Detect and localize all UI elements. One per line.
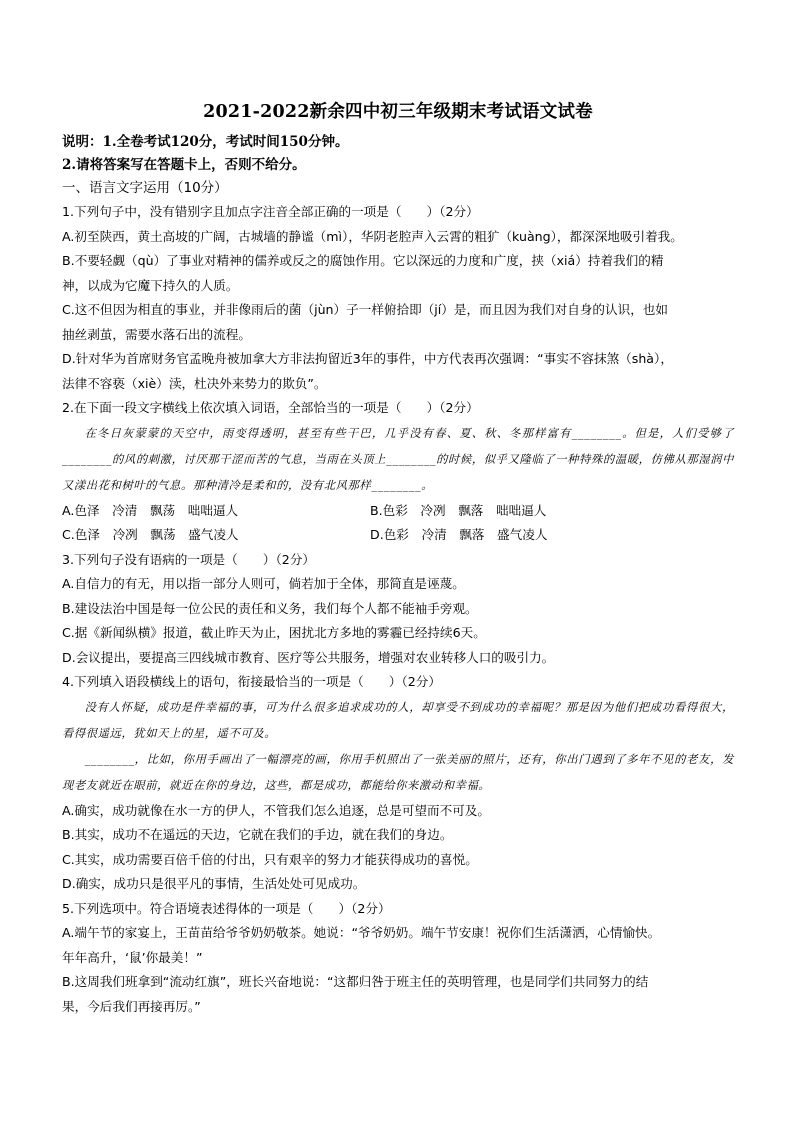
question-3-option-a: A.自信力的有无，用以指一部分人则可，倘若加于全体，那简直是诬蔑。 xyxy=(62,576,465,591)
question-2-options-row-1 xyxy=(62,499,734,524)
question-4-option-b: B.其实，成功不在遥远的天边，它就在我们的手边，就在我们的身边。 xyxy=(62,827,453,842)
question-1-option-d-line-2: 法律不容亵（xiè）渎，杜决外来势力的欺负”。 xyxy=(62,375,327,391)
question-4-stem: 4.下列填入语段横线上的语句，衔接最恰当的一项是（ ）（2分） xyxy=(62,674,441,689)
instruction-note-2: 2.请将答案写在答题卡上，否则不给分。 xyxy=(62,157,306,173)
question-2-passage: 在冬日灰蒙蒙的天空中，雨变得透明，甚至有些干巴，几乎没有春、夏、秋、冬那样富有________。但是，人们受够了________的风的刺激，讨厌那干涩而苦的气息，当雨在头顶上________的时候，似乎又隆临了一种特殊的温暖，仿佛从那湿润中又漾出花和树叶的气息。那种清冷是柔和的，没有北风那样________。 xyxy=(62,426,734,492)
question-5-option-b-line-2: 果，今后我们再接再厉。” xyxy=(62,998,201,1014)
question-5-stem: 5.下列选项中。符合语境表述得体的一项是（ ）（2分） xyxy=(62,900,391,916)
question-4-option-a: A.确实，成功就像在水一方的伊人，不管我们怎么追逐，总是可望而不可及。 xyxy=(62,802,490,818)
question-4-option-c: C.其实，成功需要百倍千倍的付出，只有艰辛的努力才能获得成功的喜悦。 xyxy=(62,851,478,867)
section-heading: 一、语言文字运用（10分） xyxy=(62,180,228,196)
question-5-option-a-line-2: 年年高升，‘鼠’你最美！” xyxy=(62,949,203,965)
question-4-passage-2: ________，比如，你用手画出了一幅漂亮的画，你用手机照出了一张美丽的照片，还有，你出门遇到了多年不见的老友，发现老友就近在眼前，就近在你的身边，这些，都是成功，都能给你来激动和幸福。 xyxy=(62,752,734,792)
page-title: 2021-2022新余四中初三年级期末考试语文试卷 xyxy=(203,102,593,122)
question-5-option-a-line-1: A.端午节的家宴上，王苗苗给爷爷奶奶敬茶。她说：“爷爷奶奶。端午节安康！祝你们生活潇洒，心情愉快。 xyxy=(62,925,661,940)
question-4-option-d: D.确实，成功只是很平凡的事情，生活处处可见成功。 xyxy=(62,876,366,891)
question-2-option-b: B.色彩 冷冽 飘落 咄咄逼人 xyxy=(370,502,547,518)
question-2-option-c: C.色泽 冷冽 飘荡 盛气凌人 xyxy=(62,527,239,542)
question-1-option-a: A.初至陕西，黄土高坡的广阔，古城墙的静谧（mì），华阴老腔声入云霄的粗犷（kuàng），都深深地吸引着我。 xyxy=(62,228,683,244)
question-2-stem: 2.在下面一段文字横线上依次填入词语，全部恰当的一项是（ ）（2分） xyxy=(62,400,479,415)
question-1-option-c-line-2: 抽丝剥茧，需要水落石出的流程。 xyxy=(62,326,251,342)
question-2-option-a: A.色泽 冷清 飘荡 咄咄逼人 xyxy=(62,502,239,518)
question-1-option-b-line-2: 神，以成为它魔下持久的人质。 xyxy=(62,277,239,293)
question-3-option-c: C.据《新闻纵横》报道，截止昨天为止，困扰北方多地的雾霾已经持续6天。 xyxy=(62,625,486,640)
question-2-option-d: D.色彩 冷清 飘落 盛气凌人 xyxy=(370,527,548,542)
question-2-options-row-2 xyxy=(62,523,734,548)
question-1-option-c-line-1: C.这不但因为相直的事业，并非像雨后的菌（jùn）子一样俯拾即（jí）是，而且因为我们对自身的认识，也如 xyxy=(62,302,668,317)
question-4-passage-1: 没有人怀疑，成功是件幸福的事，可为什么很多追求成功的人，却享受不到成功的幸福呢？那是因为他们把成功看得很大，看得很遥远，犹如天上的星，遥不可及。 xyxy=(62,700,734,740)
question-3-option-b: B.建设法治中国是每一位公民的责任和义务，我们每个人都不能袖手旁观。 xyxy=(62,600,478,616)
instruction-note-1: 说明：1.全卷考试120分，考试时间150分钟。 xyxy=(62,134,349,150)
question-1-option-b-line-1: B.不要轻觑（qù）了事业对精神的儒养或反之的腐蚀作用。它以深远的力度和广度，挟（xiá）持着我们的精 xyxy=(62,253,664,268)
question-3-stem: 3.下列句子没有语病的一项是（ ）（2分） xyxy=(62,551,316,567)
question-3-option-d: D.会议提出，要提高三四线城市教育、医疗等公共服务，增强对农业转移人口的吸引力。 xyxy=(62,649,555,665)
question-1-option-d-line-1: D.针对华为首席财务官孟晚舟被加拿大方非法拘留近3年的事件，中方代表再次强调：“事实不容抹煞（shà）， xyxy=(62,351,673,366)
question-5-option-b-line-1: B.这周我们班拿到“流动红旗”，班长兴奋地说：“这都归咎于班主任的英明管理，也是同学们共同努力的结 xyxy=(62,974,649,989)
question-1-stem: 1.下列句子中，没有错别字且加点字注音全部正确的一项是（ ）（2分） xyxy=(62,204,479,219)
